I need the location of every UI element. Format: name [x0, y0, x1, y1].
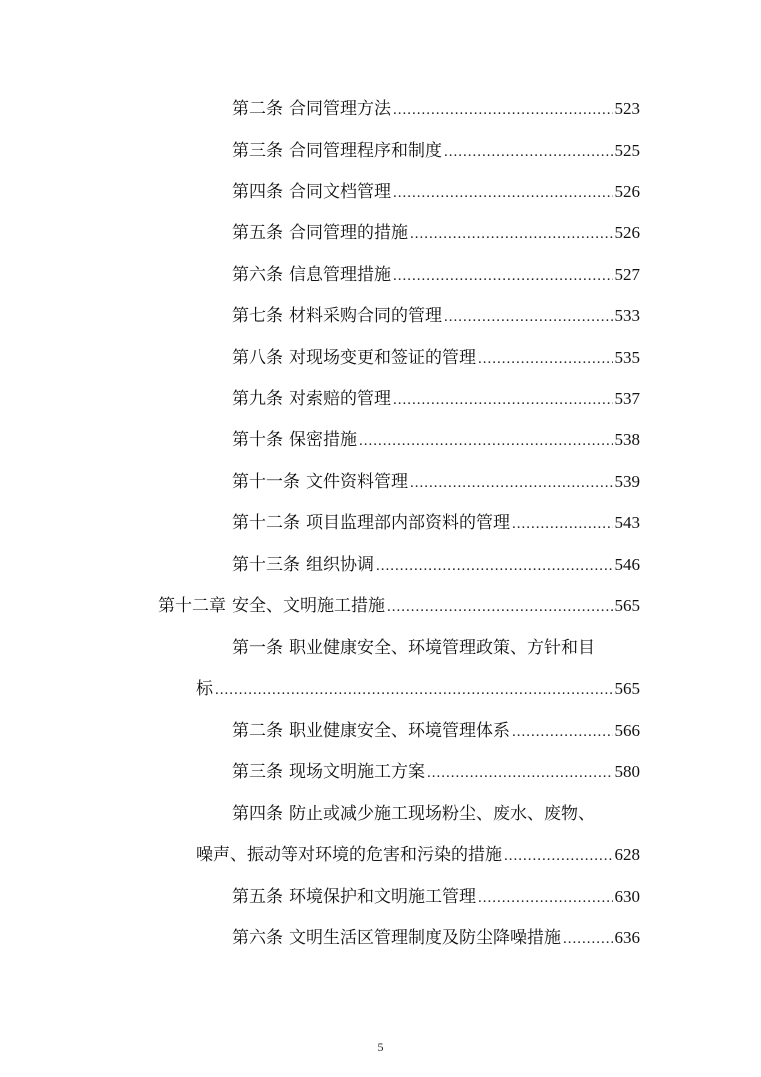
toc-entry-title: 对索赔的管理: [289, 389, 391, 409]
toc-entry[interactable]: [232, 347, 640, 370]
toc-entry-page: 526: [614, 182, 640, 201]
toc-entry-number: 第十一条: [232, 472, 300, 492]
toc-entry-number: 第十二条: [232, 513, 300, 533]
toc-entry[interactable]: [232, 471, 640, 494]
toc-entry-number: 第四条: [232, 804, 283, 824]
toc-entry[interactable]: [232, 927, 640, 950]
toc-entry-number: 第九条: [232, 389, 283, 409]
toc-entry-number: 第十条: [232, 430, 283, 450]
footer-page-number: 5: [377, 1040, 384, 1054]
dot-leader: [410, 472, 613, 494]
toc-entry-title: 材料采购合同的管理: [289, 306, 442, 326]
toc-entry-page: 539: [614, 472, 640, 491]
toc-chapter-page: 565: [614, 596, 640, 615]
toc-chapter-number: 第十二章: [158, 596, 226, 616]
toc-entry-heading[interactable]: [232, 803, 640, 825]
toc-entry-page: 580: [614, 762, 640, 781]
toc-entry-page: 628: [614, 845, 640, 864]
toc-chapter-title: 安全、文明施工措施: [232, 596, 385, 616]
toc-entry-number: 第四条: [232, 182, 283, 202]
toc-entry-continuation[interactable]: [196, 844, 640, 867]
dot-leader: [512, 513, 613, 535]
toc-entry-number: 第一条: [232, 638, 283, 658]
toc-entry-title-continued: 标: [196, 679, 213, 699]
dot-leader: [393, 265, 613, 287]
toc-entry-number: 第三条: [232, 141, 283, 161]
toc-entry[interactable]: [232, 388, 640, 411]
toc-entry-number: 第五条: [232, 887, 283, 907]
toc-entry-page: 527: [614, 265, 640, 284]
toc-entry-number: 第二条: [232, 721, 283, 741]
toc-entry-title: 现场文明施工方案: [289, 762, 425, 782]
toc-entry-page: 533: [614, 306, 640, 325]
toc-entry-number: 第二条: [232, 99, 283, 119]
dot-leader: [376, 555, 613, 577]
dot-leader: [410, 223, 613, 245]
toc-entry-heading[interactable]: [232, 637, 640, 659]
toc-entry-page: 535: [614, 348, 640, 367]
toc-entry-number: 第六条: [232, 265, 283, 285]
dot-leader: [444, 141, 613, 163]
toc-chapter-entry[interactable]: [158, 595, 640, 618]
dot-leader: [427, 762, 613, 784]
toc-entry-title: 合同管理方法: [289, 99, 391, 119]
dot-leader: [359, 430, 613, 452]
dot-leader: [387, 596, 613, 618]
toc-entry-title: 项目监理部内部资料的管理: [306, 513, 510, 533]
toc-entry-page: 537: [614, 389, 640, 408]
toc-entry[interactable]: [232, 181, 640, 204]
toc-entry-title: 防止或减少施工现场粉尘、废水、废物、: [289, 804, 595, 824]
toc-entry[interactable]: [232, 886, 640, 909]
toc-entry-title: 合同管理程序和制度: [289, 141, 442, 161]
toc-entry-number: 第三条: [232, 762, 283, 782]
toc-entry[interactable]: [232, 305, 640, 328]
dot-leader: [504, 845, 613, 867]
toc-entry-number: 第十三条: [232, 555, 300, 575]
toc-entry-title: 组织协调: [306, 555, 374, 575]
toc-entry[interactable]: [232, 554, 640, 577]
toc-entry-continuation[interactable]: [196, 678, 640, 701]
toc-entry-number: 第八条: [232, 348, 283, 368]
toc-entry-page: 523: [614, 99, 640, 118]
toc-entry[interactable]: [232, 429, 640, 452]
dot-leader: [215, 679, 613, 701]
dot-leader: [478, 348, 613, 370]
dot-leader: [444, 306, 613, 328]
toc-entry-title: 环境保护和文明施工管理: [289, 887, 476, 907]
dot-leader: [512, 721, 613, 743]
toc-entry-number: 第七条: [232, 306, 283, 326]
toc-entry-page: 630: [614, 887, 640, 906]
toc-entry-page: 546: [614, 555, 640, 574]
toc-entry-number: 第五条: [232, 223, 283, 243]
dot-leader: [393, 99, 613, 121]
toc-entry-title: 对现场变更和签证的管理: [289, 348, 476, 368]
toc-entry-number: 第六条: [232, 928, 283, 948]
toc-entry-title: 合同管理的措施: [289, 223, 408, 243]
toc-entry-page: 538: [614, 430, 640, 449]
toc-entry-page: 525: [614, 141, 640, 160]
toc-entry[interactable]: [232, 761, 640, 784]
toc-entry[interactable]: [232, 140, 640, 163]
toc-entry-title-continued: 噪声、振动等对环境的危害和污染的措施: [196, 845, 502, 865]
toc-entry-title: 信息管理措施: [289, 265, 391, 285]
toc-entry-title: 文明生活区管理制度及防尘降噪措施: [289, 928, 561, 948]
toc-entry-page: 566: [614, 721, 640, 740]
toc-entry-page: 526: [614, 223, 640, 242]
toc-entry-page: 636: [614, 928, 640, 947]
dot-leader: [563, 928, 613, 950]
toc-entry-title: 保密措施: [289, 430, 357, 450]
toc-entry[interactable]: [232, 264, 640, 287]
toc-entry[interactable]: [232, 222, 640, 245]
toc-entry[interactable]: [232, 720, 640, 743]
toc-entry-title: 职业健康安全、环境管理体系: [289, 721, 510, 741]
toc-entry[interactable]: [232, 512, 640, 535]
toc-entry[interactable]: [232, 98, 640, 121]
toc-entry-page: 565: [614, 679, 640, 698]
toc-entry-title: 合同文档管理: [289, 182, 391, 202]
dot-leader: [393, 389, 613, 411]
toc-entry-page: 543: [614, 513, 640, 532]
toc-entry-title: 职业健康安全、环境管理政策、方针和目: [289, 638, 595, 658]
dot-leader: [393, 182, 613, 204]
dot-leader: [478, 887, 613, 909]
toc-entry-title: 文件资料管理: [306, 472, 408, 492]
